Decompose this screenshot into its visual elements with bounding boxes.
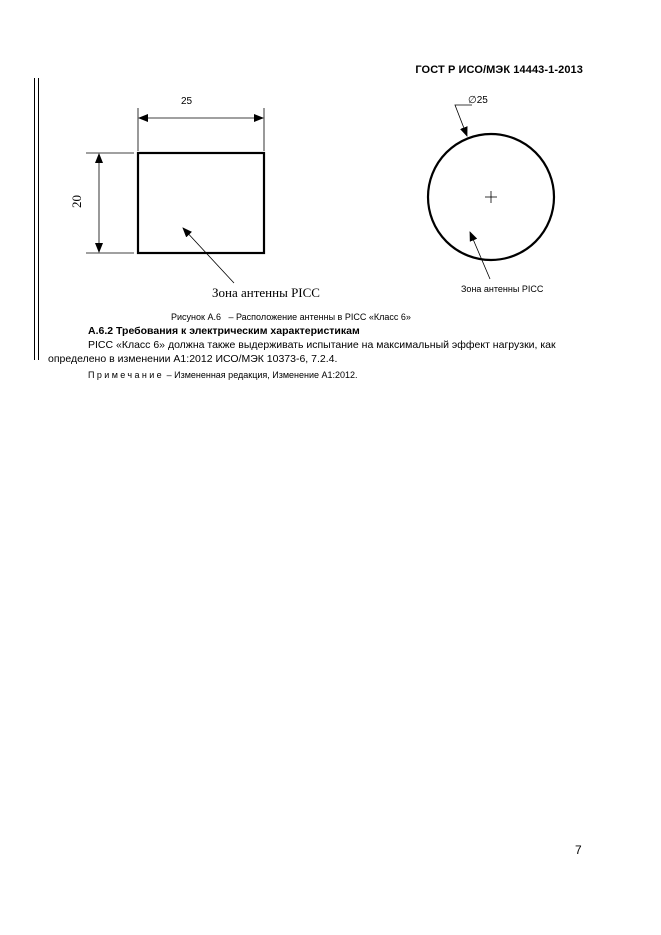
paragraph-line-2: определено в изменении А1:2012 ИСО/МЭК 10373-6, 7.2.4. bbox=[48, 352, 338, 365]
height-dimension-label: 20 bbox=[69, 195, 84, 208]
diameter-label: ∅25 bbox=[468, 95, 488, 106]
paragraph-line-1: PICC «Класс 6» должна также выдерживать испытание на максимальный эффект нагрузки, как bbox=[88, 339, 556, 351]
note-label: Примечание bbox=[88, 370, 165, 380]
section-heading: А.6.2 Требования к электрическим характеристикам bbox=[88, 325, 360, 337]
note-text: – Измененная редакция, Изменение А1:2012. bbox=[164, 370, 358, 380]
page-number: 7 bbox=[575, 843, 582, 857]
width-dimension-label: 25 bbox=[181, 96, 193, 107]
document-code-header: ГОСТ Р ИСО/МЭК 14443-1-2013 bbox=[415, 64, 583, 76]
section-paragraph bbox=[48, 339, 586, 366]
note bbox=[88, 370, 358, 380]
diameter-leader bbox=[455, 105, 472, 136]
antenna-location-figure bbox=[0, 0, 661, 310]
circle-zone-label: Зона антенны PICC bbox=[461, 284, 544, 294]
circle-zone-leader bbox=[470, 232, 490, 279]
figure-caption: Рисунок А.6 – Расположение антенны в PICC «Класс 6» bbox=[171, 312, 411, 322]
rect-zone-leader bbox=[183, 228, 234, 283]
rect-zone-label: Зона антенны PICC bbox=[212, 285, 320, 300]
rect-antenna-zone bbox=[138, 153, 264, 253]
